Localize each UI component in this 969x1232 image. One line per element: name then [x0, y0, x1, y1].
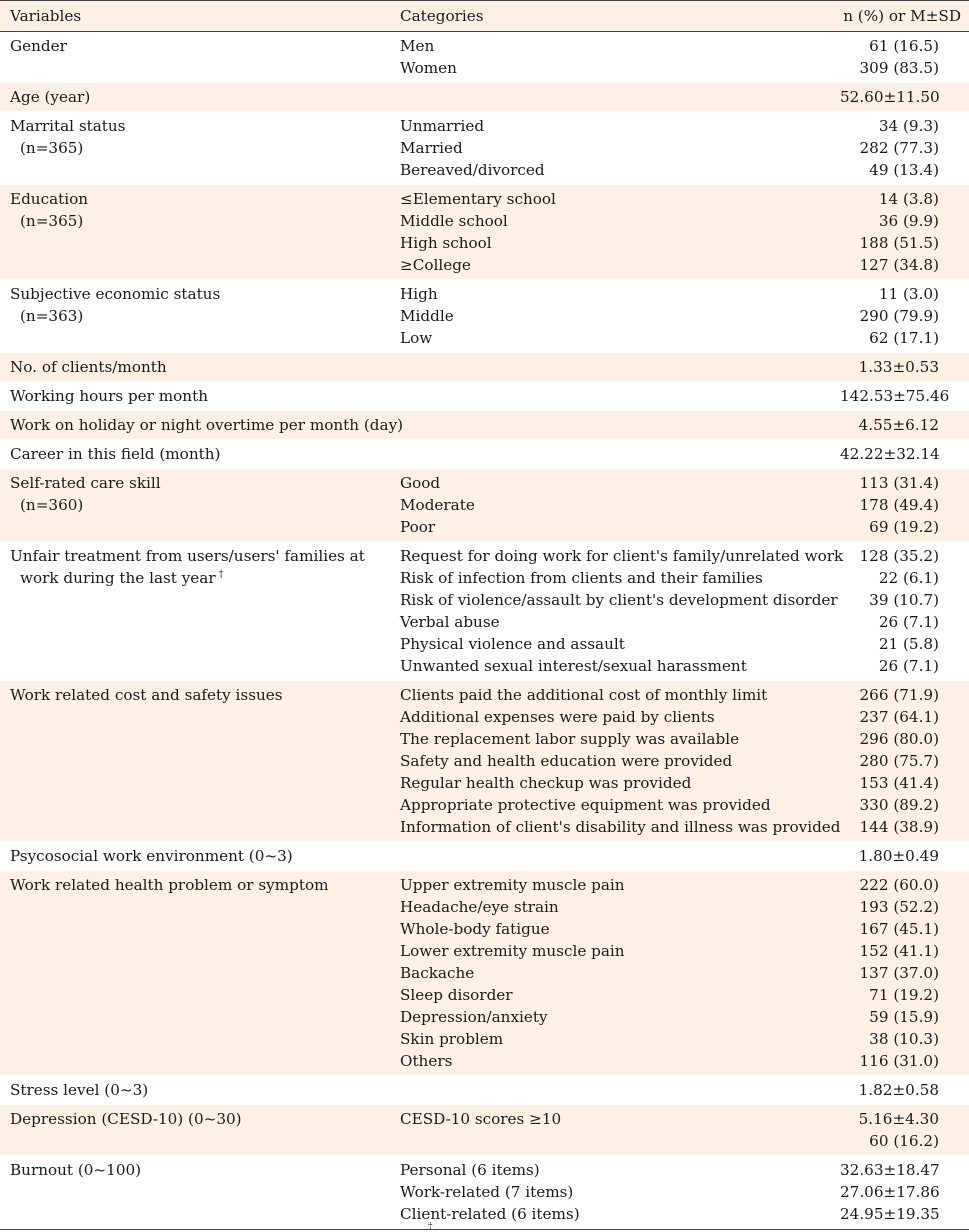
variable-cell [0, 469, 390, 541]
category-cell [390, 83, 840, 111]
stat-value: 61 (16.5) [869, 37, 939, 55]
stat-value: 127 (34.8) [859, 256, 939, 274]
variable-label: Subjective economic status [10, 285, 221, 303]
category-cell [390, 280, 840, 352]
category-cell [390, 842, 840, 870]
stat-value: 34 (9.3) [878, 117, 939, 135]
category-label: Men [400, 37, 435, 55]
category-cell [390, 411, 840, 439]
table-row [0, 411, 969, 440]
category-cell [390, 440, 840, 468]
stat-value: 36 (9.9) [878, 212, 939, 230]
stat-value: 282 (77.3) [859, 139, 939, 157]
stat-value: 152 (41.1) [859, 942, 939, 960]
category-label: Upper extremity muscle pain [400, 876, 625, 894]
table-header [0, 1, 969, 32]
variable-label: work during the last year [20, 569, 216, 587]
value-cell [840, 469, 969, 541]
table-row [0, 382, 969, 411]
category-label: Skin problem [400, 1030, 504, 1048]
stat-value: 193 (52.2) [859, 898, 939, 916]
footnote-mark: † [428, 1222, 433, 1232]
category-label: High school [400, 234, 492, 252]
value-cell [840, 185, 969, 279]
variable-label: Depression (CESD-10) (0~30) [10, 1110, 242, 1128]
stat-value: 167 (45.1) [859, 920, 939, 938]
stat-value: 59 (15.9) [869, 1008, 939, 1026]
stat-value: 178 (49.4) [859, 496, 939, 514]
variable-label: Psycosocial work environment (0~3) [10, 847, 293, 865]
table-row [0, 112, 969, 185]
variable-cell [0, 871, 390, 1075]
category-label: Client-related (6 items) [400, 1205, 580, 1223]
table-row [0, 185, 969, 280]
table-row [0, 280, 969, 353]
table-row [0, 542, 969, 681]
value-cell [840, 440, 969, 468]
header-stats: n (%) or M±SD [843, 7, 961, 25]
stat-value: 280 (75.7) [859, 752, 939, 770]
variable-label: Work related cost and safety issues [10, 686, 283, 704]
value-cell [840, 842, 969, 870]
variable-cell [0, 1105, 390, 1155]
stat-value: 309 (83.5) [859, 59, 939, 77]
stat-value: 188 (51.5) [859, 234, 939, 252]
stat-value: 153 (41.4) [859, 774, 939, 792]
table-row [0, 1105, 969, 1156]
variable-label: Education [10, 190, 89, 208]
stat-value: 71 (19.2) [869, 986, 939, 1004]
category-cell [390, 112, 840, 184]
category-cell [390, 185, 840, 279]
stat-value: 1.80±0.49 [858, 847, 939, 865]
table-row [0, 83, 969, 112]
category-label: Appropriate protective equipment was provided [400, 796, 771, 814]
stat-value: 26 (7.1) [878, 613, 939, 631]
variable-label: Working hours per month [10, 387, 208, 405]
table-row [0, 32, 969, 83]
stat-value: 60 (16.2) [869, 1132, 939, 1150]
variable-label: (n=360) [20, 496, 84, 514]
variable-label: Marrital status [10, 117, 126, 135]
variable-label: No. of clients/month [10, 358, 167, 376]
stat-value: 49 (13.4) [869, 161, 939, 179]
category-label: Lower extremity muscle pain [400, 942, 625, 960]
category-label: Risk of infection from clients and their families [400, 569, 763, 587]
stat-value: 21 (5.8) [878, 635, 939, 653]
category-label: Information of client's disability and illness was provided [400, 818, 841, 836]
stat-value: 1.82±0.58 [858, 1081, 939, 1099]
stat-value: 330 (89.2) [859, 796, 939, 814]
variable-cell [0, 112, 390, 184]
category-label: Poor [400, 518, 436, 536]
category-label: CESD-10 scores ≥10 [400, 1110, 562, 1128]
category-label: Additional expenses were paid by clients [400, 708, 715, 726]
stat-value: 5.16±4.30 [858, 1110, 939, 1128]
stat-value: 27.06±17.86 [840, 1183, 940, 1201]
table-row [0, 1076, 969, 1105]
stat-value: 52.60±11.50 [840, 88, 940, 106]
stat-value: 1.33±0.53 [858, 358, 939, 376]
value-cell [840, 112, 969, 184]
category-cell [390, 469, 840, 541]
category-label: ≤Elementary school [400, 190, 556, 208]
variable-label: Self-rated care skill [10, 474, 161, 492]
variable-cell [0, 1156, 390, 1228]
variable-label: (n=365) [20, 139, 84, 157]
category-label: Women [400, 59, 457, 77]
dagger-mark: † [218, 568, 224, 580]
table-row [0, 440, 969, 469]
category-label: Middle school [400, 212, 508, 230]
category-label: Sleep disorder [400, 986, 513, 1004]
variable-cell [0, 185, 390, 279]
variable-cell [0, 1076, 390, 1104]
value-cell [840, 1105, 969, 1155]
stat-value: 237 (64.1) [859, 708, 939, 726]
category-label: Low [400, 329, 433, 347]
variable-label: Burnout (0~100) [10, 1161, 142, 1179]
variable-label: Age (year) [10, 88, 91, 106]
category-label: Headache/eye strain [400, 898, 559, 916]
value-cell [840, 353, 969, 381]
stat-value: 22 (6.1) [878, 569, 939, 587]
value-cell [840, 83, 969, 111]
stat-value: 39 (10.7) [869, 591, 939, 609]
stat-value: 296 (80.0) [859, 730, 939, 748]
category-cell [390, 1156, 840, 1228]
variable-cell [0, 32, 390, 82]
category-label: Personal (6 items) [400, 1161, 540, 1179]
value-cell [840, 871, 969, 1075]
variable-cell [0, 411, 404, 439]
value-cell [840, 681, 969, 841]
category-label: Risk of violence/assault by client's development disorder [400, 591, 838, 609]
category-label: Backache [400, 964, 475, 982]
table-row [0, 681, 969, 842]
variable-label: Work related health problem or symptom [10, 876, 329, 894]
category-cell [390, 382, 840, 410]
stat-value: 24.95±19.35 [840, 1205, 940, 1223]
category-cell [390, 32, 840, 82]
category-label: The replacement labor supply was available [400, 730, 740, 748]
stat-value: 290 (79.9) [859, 307, 939, 325]
category-label: Verbal abuse [400, 613, 500, 631]
category-cell [390, 681, 840, 841]
stat-value: 42.22±32.14 [840, 445, 940, 463]
variable-cell [0, 542, 390, 680]
stat-value: 14 (3.8) [878, 190, 939, 208]
variable-label: Work on holiday or night overtime per month (day) [10, 416, 404, 434]
category-label: Regular health checkup was provided [400, 774, 692, 792]
category-label: Physical violence and assault [400, 635, 625, 653]
value-cell [840, 1156, 969, 1228]
variable-cell [0, 382, 390, 410]
variable-label: Career in this field (month) [10, 445, 221, 463]
stat-value: 266 (71.9) [859, 686, 939, 704]
table-row [0, 871, 969, 1076]
value-cell [840, 1076, 969, 1104]
stat-value: 4.55±6.12 [858, 416, 939, 434]
category-label: Bereaved/divorced [400, 161, 545, 179]
category-cell [390, 542, 844, 680]
value-cell [840, 32, 969, 82]
table-row [0, 353, 969, 382]
stat-value: 32.63±18.47 [840, 1161, 940, 1179]
stat-value: 11 (3.0) [878, 285, 939, 303]
stat-value: 222 (60.0) [859, 876, 939, 894]
header-categories: Categories [400, 7, 484, 25]
stat-value: 144 (38.9) [859, 818, 939, 836]
category-cell [390, 1076, 840, 1104]
stat-value: 113 (31.4) [859, 474, 939, 492]
table-row [0, 842, 969, 871]
variable-cell [0, 440, 390, 468]
variable-cell [0, 83, 390, 111]
table-bottom-rule [0, 1229, 969, 1230]
variable-label: Stress level (0~3) [10, 1081, 149, 1099]
table-row [0, 1156, 969, 1229]
table-row [0, 469, 969, 542]
category-label: Middle [400, 307, 454, 325]
stat-value: 26 (7.1) [878, 657, 939, 675]
category-label: Moderate [400, 496, 475, 514]
variable-label: (n=365) [20, 212, 84, 230]
variable-label: Gender [10, 37, 67, 55]
stat-value: 116 (31.0) [859, 1052, 939, 1070]
variable-cell [0, 842, 390, 870]
value-cell [840, 382, 969, 410]
stat-value: 128 (35.2) [859, 547, 939, 565]
category-label: Safety and health education were provided [400, 752, 733, 770]
value-cell [840, 280, 969, 352]
category-label: Good [400, 474, 441, 492]
category-label: Unwanted sexual interest/sexual harassment [400, 657, 747, 675]
category-label: Others [400, 1052, 453, 1070]
table-body [0, 32, 969, 1229]
variable-label: (n=363) [20, 307, 84, 325]
category-label: Depression/anxiety [400, 1008, 548, 1026]
value-cell [840, 542, 969, 680]
stat-value: 137 (37.0) [859, 964, 939, 982]
category-label: Request for doing work for client's family/unrelated work [400, 547, 844, 565]
variable-cell [0, 353, 390, 381]
value-cell [840, 411, 969, 439]
category-cell [390, 1105, 840, 1155]
stat-value: 62 (17.1) [869, 329, 939, 347]
variable-cell [0, 681, 390, 841]
stat-value: 69 (19.2) [869, 518, 939, 536]
category-label: Unmarried [400, 117, 485, 135]
header-variables: Variables [10, 7, 82, 25]
stat-value: 142.53±75.46 [840, 387, 950, 405]
category-label: High [400, 285, 438, 303]
category-cell [390, 871, 840, 1075]
category-label: Clients paid the additional cost of monthly limit [400, 686, 768, 704]
category-label: Whole-body fatigue [400, 920, 550, 938]
category-label: ≥College [400, 256, 471, 274]
variable-cell [0, 280, 390, 352]
stat-value: 38 (10.3) [869, 1030, 939, 1048]
category-cell [390, 353, 840, 381]
category-label: Married [400, 139, 463, 157]
variable-label: Unfair treatment from users/users' families at [10, 547, 365, 565]
category-label: Work-related (7 items) [400, 1183, 574, 1201]
